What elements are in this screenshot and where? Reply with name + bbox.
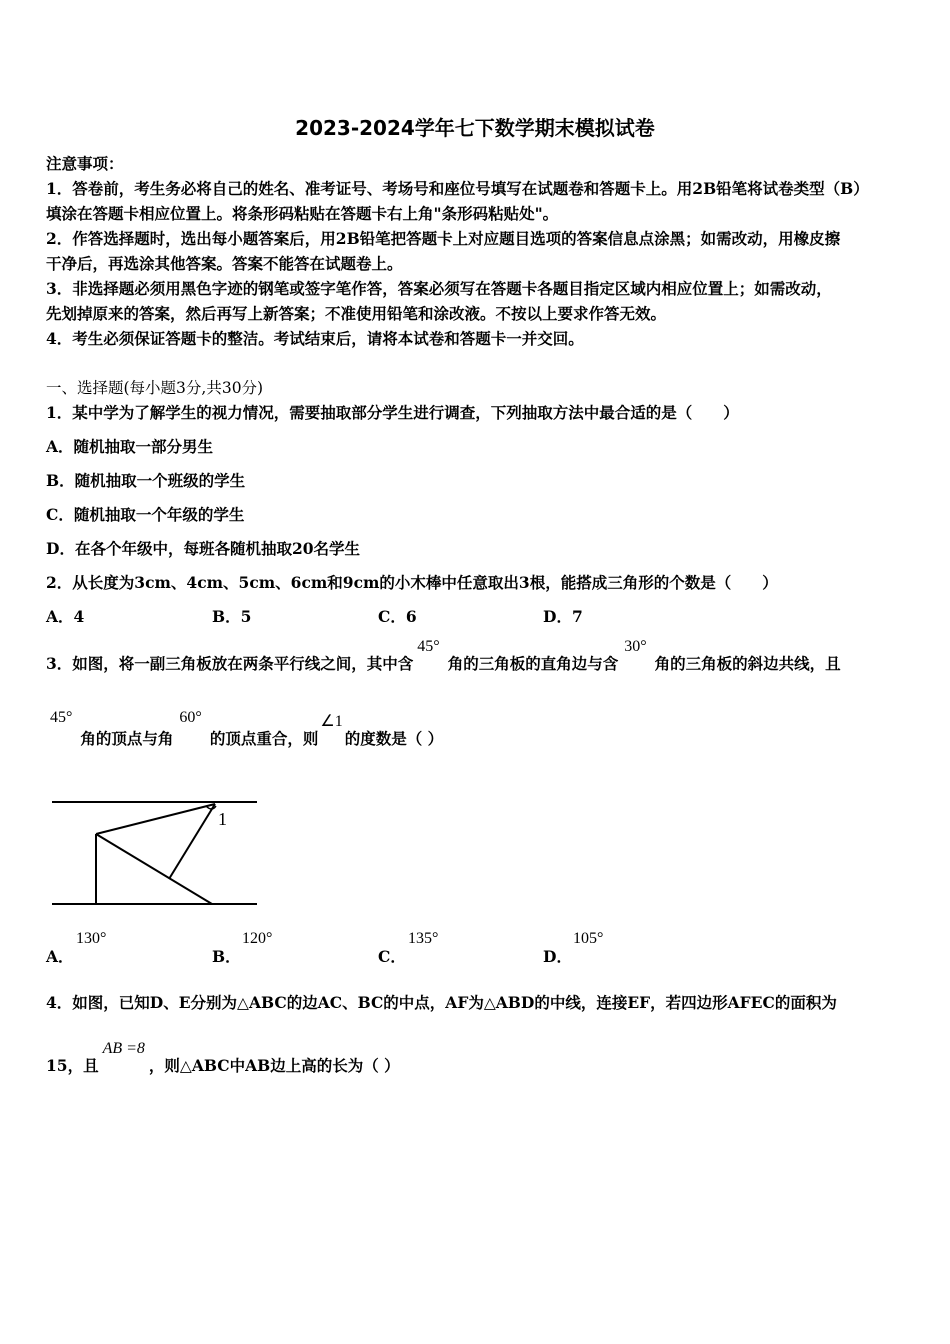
question-1-option-b: B．随机抽取一个班级的学生 [46,471,246,490]
q4-text-1: 15，且 [46,1056,99,1075]
question-1-option-c: C．随机抽取一个年级的学生 [46,505,245,524]
q3-angle-60: 60° [179,709,202,726]
question-3-stem-line-2 [46,709,444,749]
q3-text-2: 角的三角板的直角边与含 [447,654,619,673]
question-1-option-d: D．在各个年级中，每班各随机抽取20名学生 [46,539,361,558]
question-1-stem: 1．某中学为了解学生的视力情况，需要抽取部分学生进行调查，下列抽取方法中最合适的是（ ） [46,403,739,422]
notice-item-1a: 1．答卷前，考生务必将自己的姓名、准考证号、考场号和座位号填写在试题卷和答题卡上。用2B铅笔将试卷类型（B） [46,179,869,198]
question-4-stem-line-2 [46,1040,400,1076]
q3-text-1: 3．如图，将一副三角板放在两条平行线之间，其中含 [46,654,414,673]
question-3-option-a-label: A． [46,947,74,966]
question-3-option-c-label: C． [378,947,406,966]
question-2-option-a: A．4 [46,607,85,626]
q3-angle-45b: 45° [50,709,73,726]
ruler-inner-edge [169,804,215,879]
q4-ab-equation: AB =8 [102,1040,145,1057]
question-2-option-b: B．5 [212,607,252,626]
question-2-option-d: D．7 [543,607,583,626]
notice-item-2b: 干净后，再选涂其他答案。答案不能答在试题卷上。 [46,254,403,273]
notice-item-4: 4．考生必须保证答题卡的整洁。考试结束后，请将本试卷和答题卡一并交回。 [46,329,584,348]
notice-item-3b: 先划掉原来的答案，然后再写上新答案；不准使用铅笔和涂改液。不按以上要求作答无效。 [46,304,667,323]
q3-angle-1: ∠1 [320,713,343,730]
angle-1-label: 1 [218,809,227,829]
question-2-stem: 2．从长度为3cm、4cm、5cm、6cm和9cm的小木棒中任意取出3根，能搭成三角形的个数是（ ） [46,573,778,592]
q4-text-2: ，则△ABC中AB边上高的长为（ ） [148,1056,400,1075]
page-title: 2023-2024学年七下数学期末模拟试卷 [295,116,655,140]
question-3-option-a-value: 130° [76,930,107,947]
ruler-diagonal-edge [96,834,212,904]
ruler-upper-edge [96,804,215,834]
q3-text-5: 的顶点重合，则 [209,729,319,748]
q3-text-6: 的度数是（ ） [344,729,444,748]
triangle-rulers-figure [50,790,270,915]
question-3-option-b-label: B． [212,947,241,966]
notice-item-2a: 2．作答选择题时，选出每小题答案后，用2B铅笔把答题卡上对应题目选项的答案信息点涂黑；如需改动，用橡皮擦 [46,229,841,248]
notice-item-3a: 3．非选择题必须用黑色字迹的钢笔或签字笔作答，答案必须写在答题卡各题目指定区域内相应位置上；如需改动， [46,279,832,298]
question-3-stem-line-1 [46,638,841,674]
q3-text-3: 角的三角板的斜边共线，且 [654,654,841,673]
question-3-option-b-value: 120° [242,930,273,947]
question-3-option-d-value: 105° [573,930,604,947]
question-1-option-a: A．随机抽取一部分男生 [46,437,214,456]
q3-angle-45: 45° [417,638,440,655]
q3-angle-30: 30° [624,638,647,655]
notice-heading: 注意事项： [46,154,124,173]
q3-text-4: 角的顶点与角 [80,729,174,748]
notice-item-1b: 填涂在答题卡相应位置上。将条形码粘贴在答题卡右上角"条形码粘贴处"。 [46,204,559,223]
question-4-stem-line-1: 4．如图，已知D、E分别为△ABC的边AC、BC的中点，AF为△ABD的中线，连接EF，若四边形AFEC的面积为 [46,993,837,1012]
section-heading: 一、选择题(每小题3分,共30分) [46,379,264,397]
question-2-option-c: C．6 [378,607,417,626]
question-3-option-c-value: 135° [408,930,439,947]
question-3-option-d-label: D． [543,947,572,966]
